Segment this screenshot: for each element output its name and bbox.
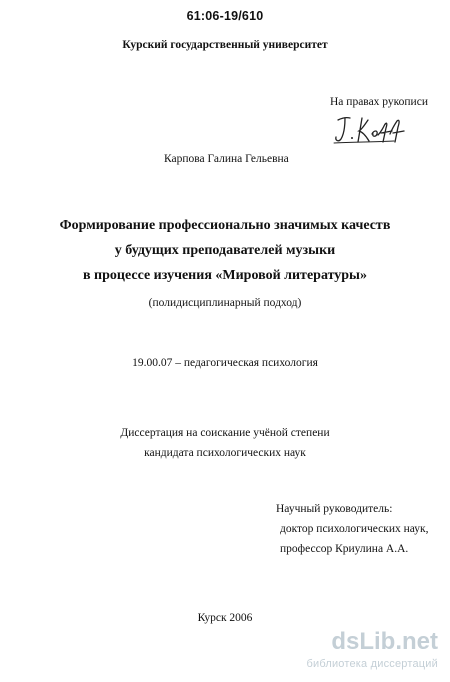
- dissertation-title-line-1: Формирование профессионально значимых качеств: [59, 218, 391, 233]
- advisor-degree: доктор психологических наук,: [280, 523, 429, 535]
- watermark-subtitle: библиотека диссертаций: [306, 658, 438, 670]
- degree-statement-line-2: кандидата психологических наук: [144, 447, 306, 459]
- city-and-year: Курск 2006: [197, 612, 253, 624]
- manuscript-rights-label: На правах рукописи: [330, 96, 428, 108]
- degree-statement-line-1: Диссертация на соискание учёной степени: [120, 427, 330, 439]
- dissertation-title-line-3: в процессе изучения «Мировой литературы»: [83, 268, 367, 283]
- handwritten-signature: [332, 112, 412, 146]
- dissertation-title-line-2: у будущих преподавателей музыки: [114, 243, 336, 258]
- dslib-watermark: [290, 628, 446, 678]
- watermark-logo: dsLib.net: [331, 628, 438, 655]
- archive-stamp-code: 61:06-19/610: [186, 9, 264, 23]
- university-name: Курский государственный университет: [122, 39, 328, 51]
- specialty-code: 19.00.07 – педагогическая психология: [132, 357, 318, 369]
- dissertation-subtitle: (полидисциплинарный подход): [148, 297, 302, 309]
- advisor-name: профессор Криулина А.А.: [280, 543, 409, 555]
- advisor-label: Научный руководитель:: [276, 503, 393, 515]
- author-name: Карпова Галина Гельевна: [164, 153, 289, 165]
